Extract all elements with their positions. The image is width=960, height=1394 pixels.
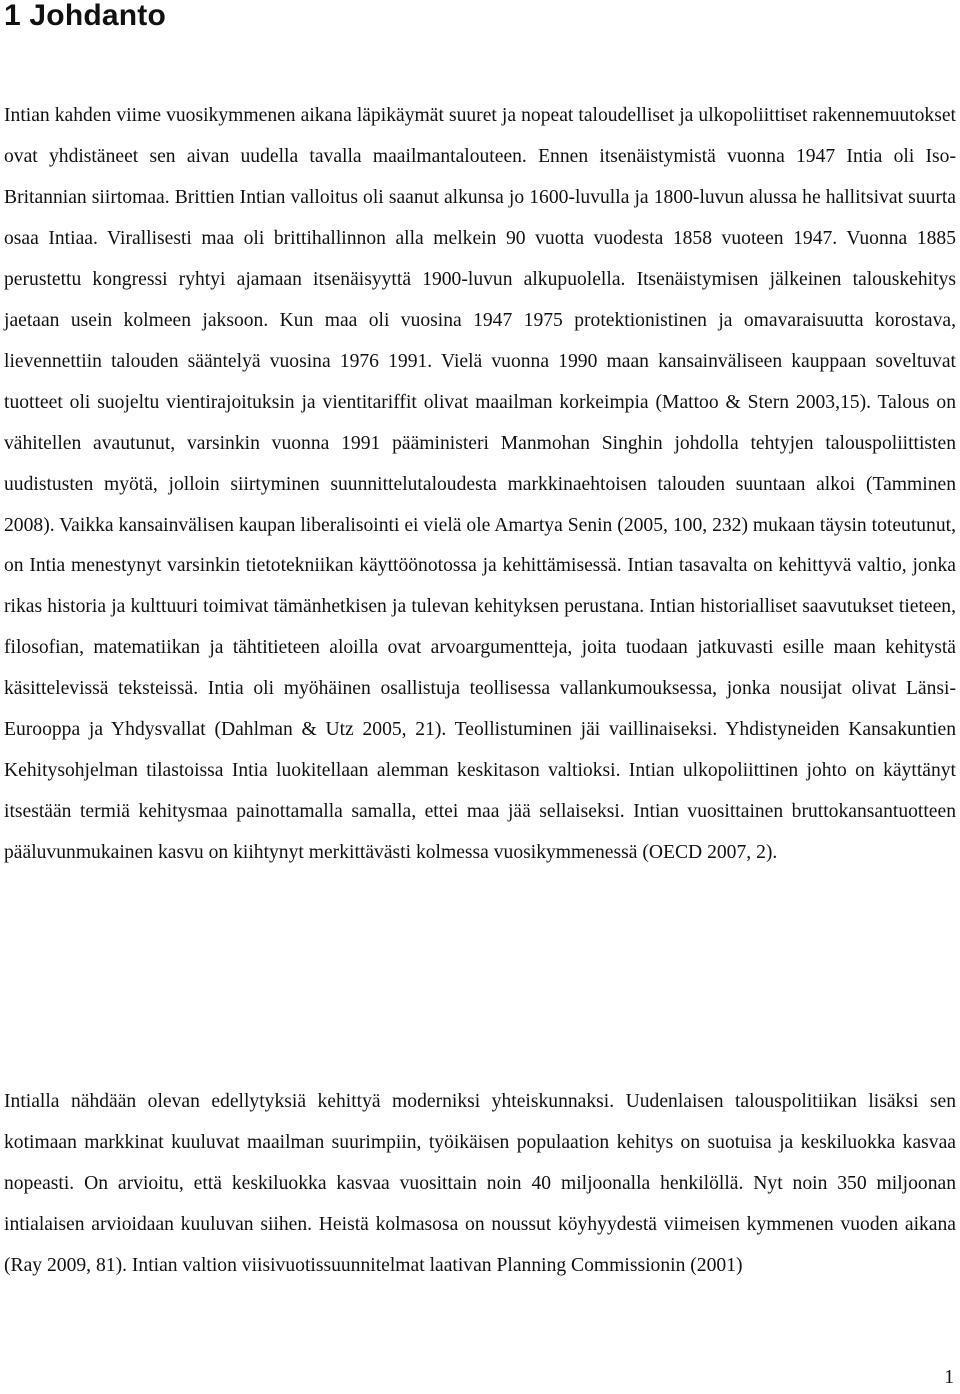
body-paragraph: Intialla nähdään olevan edellytyksiä kehittyä moderniksi yhteiskunnaksi. Uudenlaisen talouspolitiikan lisäksi sen kotimaan markkinat kuuluvat maailman suurimpiin, työikäisen populaation kehitys on suotuisa ja keskiluokka kasvaa nopeasti. On arvioitu, että keskiluokka kasvaa vuosittain noin 40 miljoonalla henkilöllä. Nyt noin 350 miljoonan intialaisen arvioidaan kuuluvan siihen. Heistä kolmasosa on noussut köyhyydestä viimeisen kymmenen vuoden aikana (Ray 2009, 81). Intian valtion viisivuotissuunnitelmat laativan Planning Commissionin (2001) — [4, 1091, 956, 1276]
chapter-heading: 1 Johdanto — [4, 0, 167, 32]
page-number: 1 — [944, 1367, 954, 1388]
body-paragraph: Intian kahden viime vuosikymmenen aikana läpikäymät suuret ja nopeat taloudelliset ja ulkopoliittiset rakennemuutokset ovat yhdistäneet sen aivan uudella tavalla maailmantalouteen. Ennen itsenäistymistä vuonna 1947 Intia oli Iso-Britannian siirtomaa. Brittien Intian valloitus oli saanut alkunsa jo 1600-luvulla ja 1800-luvun alussa he hallitsivat suurta osaa Intiaa. Virallisesti maa oli brittihallinnon alla melkein 90 vuotta vuodesta 1858 vuoteen 1947. Vuonna 1885 perustettu kongressi ryhtyi ajamaan itsenäisyyttä 1900-luvun alkupuolella. Itsenäistymisen jälkeinen talouskehitys jaetaan usein kolmeen jaksoon. Kun maa oli vuosina 1947 1975 protektionistinen ja omavaraisuutta korostava, lievennettiin talouden sääntelyä vuosina 1976 1991. Vielä vuonna 1990 maan kansainväliseen kauppaan soveltuvat tuotteet oli suojeltu vientirajoituksin ja vientitariffit olivat maailman korkeimpia (Mattoo & Stern 2003,15). Talous on vähitellen avautunut, varsinkin vuonna 1991 pääministeri Manmohan Singhin johdolla tehtyjen talouspoliittisten uudistusten myötä, jolloin siirtyminen suunnittelutaloudesta markkinaehtoisen talouden suuntaan alkoi (Tamminen 2008). Vaikka kansainvälisen kaupan liberalisointi ei vielä ole Amartya Senin (2005, 100, 232) mukaan täysin toteutunut, on Intia menestynyt varsinkin tietotekniikan käyttöönotossa ja kehittämisessä. Intian tasavalta on kehittyvä valtio, jonka rikas historia ja kulttuuri toimivat tämänhetkisen ja tulevan kehityksen perustana. Intian historialliset saavutukset tieteen, filosofian, matematiikan ja tähtitieteen aloilla ovat arvoargumentteja, joita tuodaan jatkuvasti esille maan kehitystä käsittelevissä teksteissä. Intia oli myöhäinen osallistuja teollisessa vallankumouksessa, jonka nousijat olivat Länsi-Eurooppa ja Yhdysvallat (Dahlman & Utz 2005, 21). Teollistuminen jäi vaillinaiseksi. Yhdistyneiden Kansakuntien Kehitysohjelman tilastoissa Intia luokitellaan alemman keskitason valtioksi. Intian ulkopoliittinen johto on käyttänyt itsestään termiä kehitysmaa painottamalla samalla, ettei maa jää sellaiseksi. Intian vuosittainen bruttokansantuotteen pääluvunmukainen kasvu on kiihtynyt merkittävästi kolmessa vuosikymmenessä (OECD 2007, 2). — [4, 105, 956, 864]
